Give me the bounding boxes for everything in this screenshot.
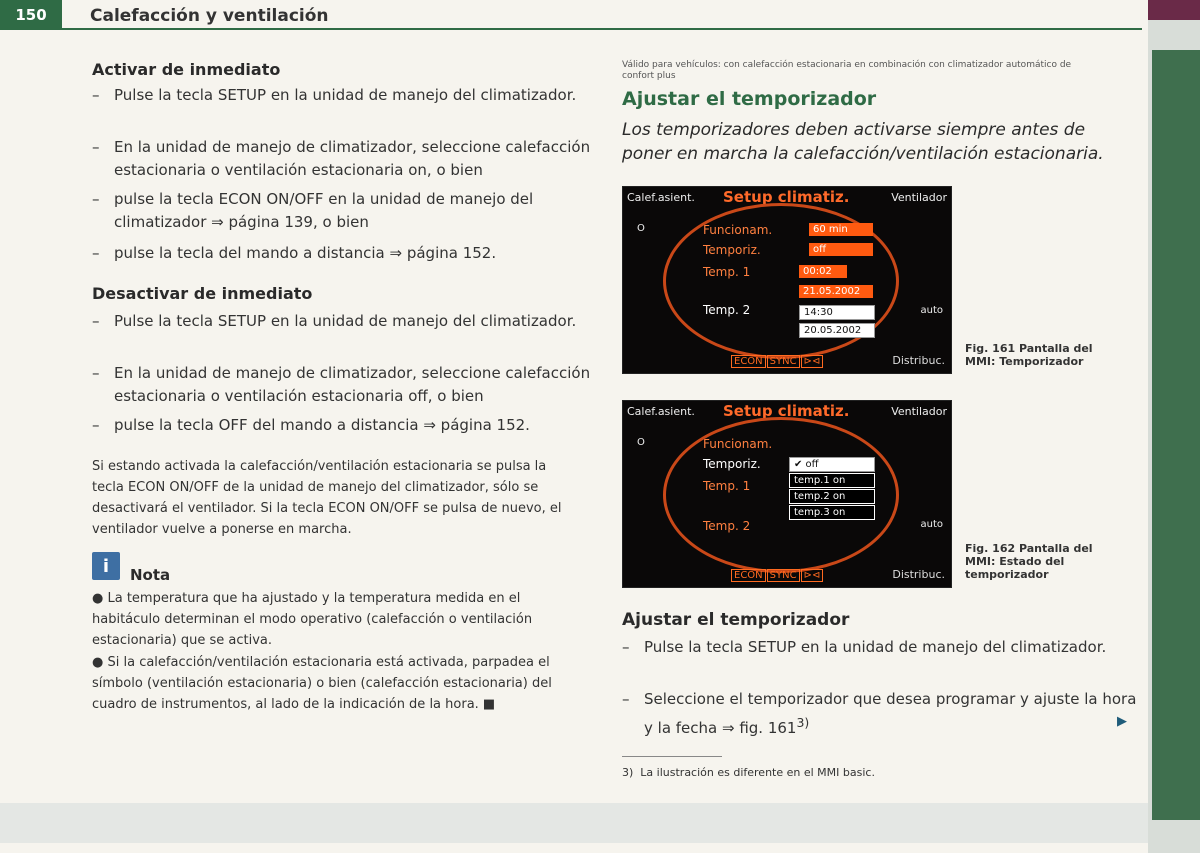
note-item-2: ● Si la calefacción/ventilación estacionaria está activada, parpadea el símbolo (ventilación estacionaria) o bien (calefacción estacionaria) del cuadro de instrumentos, al lado de la indicación de la hora. ■ [92, 655, 552, 712]
deactivate-heading: Desactivar de inmediato [92, 284, 313, 303]
page-number: 150 [0, 0, 62, 30]
lead-text: Los temporizadores deben activarse siempre antes de poner en marcha la calefacción/ventilación estacionaria. [622, 120, 1104, 164]
note-item-1: ● La temperatura que ha ajustado y la temperatura medida en el habitáculo determinan el modo operativo (calefacción o ventilación estacionaria) que se activa. [92, 591, 533, 648]
deactivate-step-3: – pulse la tecla OFF del mando a distancia ⇒ página 152. [92, 416, 530, 434]
section2-step-1: – Pulse la tecla SETUP en la unidad de manejo del climatizador. [622, 638, 1107, 656]
activate-step-3: – pulse la tecla ECON ON/OFF en la unidad de manejo del climatizador ⇒ página 139, o bien [92, 190, 534, 231]
validity-note: Válido para vehículos: con calefacción estacionaria en combinación con climatizador automático de confort plus [622, 60, 1072, 81]
note-title: Nota [130, 566, 171, 584]
footnote-rule [622, 756, 722, 757]
fig161-caption: Fig. 161 Pantalla del MMI: Temporizador [965, 342, 1093, 368]
info-icon: i [92, 552, 120, 580]
header-rule [62, 28, 1142, 30]
activate-step-4: – pulse la tecla del mando a distancia ⇒ página 152. [92, 244, 497, 262]
fig162-caption: Fig. 162 Pantalla del MMI: Estado del temporizador [965, 542, 1093, 581]
mmi-screen-timer-status: Calef.asient. Setup climatiz. Ventilador O auto Funcionam. Temporiz. Temp. 1 Temp. 2 ✔ off temp.1 on temp.2 on temp.3 on ECON SYNC ⊳⊲ Distribuc. [622, 400, 952, 588]
chapter-title: Calefacción y ventilación [90, 6, 329, 26]
section-title: Ajustar el temporizador [622, 88, 877, 110]
footnote: 3) La ilustración es diferente en el MMI basic. [622, 766, 875, 779]
mmi-screen-timer: Calef.asient. Setup climatiz. Ventilador O auto Funcionam. Temporiz. Temp. 1 Temp. 2 60 min off 00:02 21.05.2002 14:30 20.05.2002 ECON SYNC ⊳⊲ Distribuc. [622, 186, 952, 374]
page-edge [1148, 0, 1200, 853]
activate-step-1: – Pulse la tecla SETUP en la unidad de manejo del climatizador. [92, 86, 577, 104]
section2-heading: Ajustar el temporizador [622, 610, 850, 630]
continue-arrow-icon: ▶ [1117, 714, 1127, 729]
activate-heading: Activar de inmediato [92, 60, 281, 79]
section2-step-2: – Seleccione el temporizador que desea programar y ajuste la hora y la fecha ⇒ fig. 161$^{3)}$ [622, 690, 1137, 737]
deactivate-step-1: – Pulse la tecla SETUP en la unidad de manejo del climatizador. [92, 312, 577, 330]
footer-strip [0, 803, 1148, 843]
activate-step-2: – En la unidad de manejo de climatizador, seleccione calefacción estacionaria o ventilación estacionaria on, o bien [92, 138, 591, 179]
deactivate-step-2: – En la unidad de manejo de climatizador, seleccione calefacción estacionaria o ventilación estacionaria off, o bien [92, 364, 591, 405]
info-paragraph: Si estando activada la calefacción/ventilación estacionaria se pulsa la tecla ECON ON/OFF de la unidad de manejo del climatizador, sólo se desactivará el ventilador. Si la tecla ECON ON/OFF se pulsa de nuevo, el ventilador vuelve a ponerse en marcha. [92, 459, 562, 537]
